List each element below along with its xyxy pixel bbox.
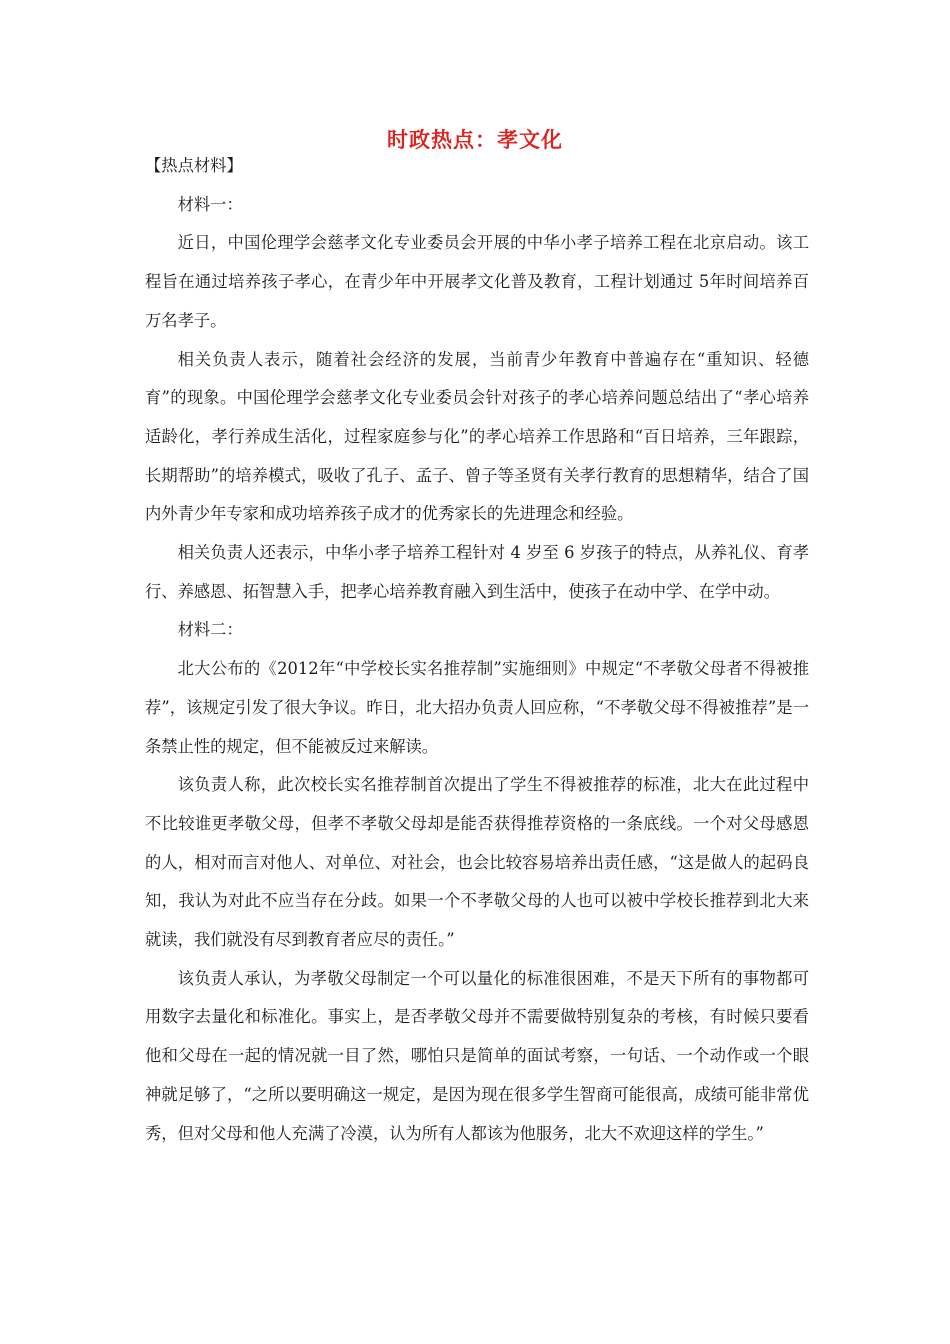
material2-label: 材料二： xyxy=(177,620,243,640)
material1-paragraph-1: 近日，中国伦理学会慈孝文化专业委员会开展的中华小孝子培养工程在北京启动。该工程旨在通过培养孩子孝心，在青少年中开展孝文化普及教育，工程计划通过 5年时间培养百万名孝子。 xyxy=(145,233,809,330)
material2-paragraph-2: 该负责人称，此次校长实名推荐制首次提出了学生不得被推荐的标准，北大在此过程中不比较谁更孝敬父母，但孝不孝敬父母却是能否获得推荐资格的一条底线。一个对父母感恩的人，相对而言对他人、对单位、对社会，也会比较容易培养出责任感，“这是做人的起码良知，我认为对此不应当存在分歧。如果一个不孝敬父母的人也可以被中学校长推荐到北大来就读，我们就没有尽到教育者应尽的责任。” xyxy=(145,775,809,950)
document-title: 时政热点：孝文化 xyxy=(387,127,563,152)
material1-label: 材料一： xyxy=(177,194,243,214)
section-label: 【热点材料】 xyxy=(145,156,243,175)
material1-paragraph-3: 相关负责人还表示，中华小孝子培养工程针对 4 岁至 6 岁孩子的特点，从养礼仪、育孝行、养感恩、拓智慧入手，把孝心培养教育融入到生活中，使孩子在动中学、在学中动。 xyxy=(145,543,809,601)
material2-paragraph-3: 该负责人承认，为孝敬父母制定一个可以量化的标准很困难，不是天下所有的事物都可用数字去量化和标准化。事实上，是否孝敬父母并不需要做特别复杂的考核，有时候只要看他和父母在一起的情况就一目了然，哪怕只是简单的面试考察，一句话、一个动作或一个眼神就足够了，“之所以要明确这一规定，是因为现在很多学生智商可能很高，成绩可能非常优秀，但对父母和他人充满了冷漠，认为所有人都该为他服务，北大不欢迎这样的学生。” xyxy=(145,968,809,1143)
document-body xyxy=(145,147,809,1153)
material2-paragraph-1: 北大公布的《2012年“中学校长实名推荐制”实施细则》中规定“不孝敬父母者不得被推荐”，该规定引发了很大争议。昨日，北大招办负责人回应称，“不孝敬父母不得被推荐”是一条禁止性的规定，但不能被反过来解读。 xyxy=(145,659,809,756)
material1-paragraph-2: 相关负责人表示，随着社会经济的发展，当前青少年教育中普遍存在“重知识、轻德育”的现象。中国伦理学会慈孝文化专业委员会针对孩子的孝心培养问题总结出了“孝心培养适龄化，孝行养成生活化，过程家庭参与化”的孝心培养工作思路和“百日培养，三年跟踪，长期帮助”的培养模式，吸收了孔子、孟子、曾子等圣贤有关孝行教育的思想精华，结合了国内外青少年专家和成功培养孩子成才的优秀家长的先进理念和经验。 xyxy=(145,349,809,524)
